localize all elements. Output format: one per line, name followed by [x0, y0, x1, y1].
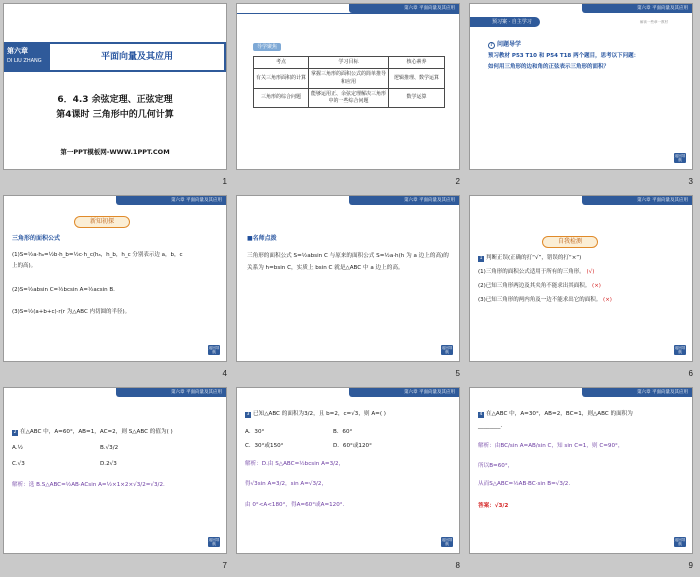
header-bar: 第六章 平面向量及其应用	[116, 196, 226, 205]
return-nav-button[interactable]: 返回导航	[208, 537, 220, 546]
question-body: 已知△ABC 的面积为3/2，且 b=2，c=√3，则 A=( )	[253, 411, 386, 417]
check-text: (2)已知三角形两边及其夹角不能求出其面积。	[478, 283, 591, 289]
section-sub: 解读一些章一教材	[640, 20, 668, 24]
solution-line: 解析：由BC/sin A=AB/sin C，知 sin C=1，则 C=90°，	[478, 443, 624, 449]
header-line	[237, 13, 459, 14]
solution-text: 解析：选 B.S△ABC=½AB·ACsin A=½×1×2×√3/2=√3/2.	[12, 482, 165, 488]
objectives-table	[253, 56, 445, 108]
check-text: (1)三角形的面积公式适用于所有的三角形。	[478, 269, 585, 275]
table-header: 学习目标	[309, 57, 389, 69]
slide-6	[469, 195, 693, 362]
chapter-en-label: DI LIU ZHANG	[7, 58, 42, 65]
answer-blank: ________.	[478, 423, 503, 429]
header-bar: 第六章 平面向量及其应用	[582, 4, 692, 13]
chapter-banner: 平面向量及其应用	[50, 42, 226, 72]
formula-line: 上的高)。	[12, 263, 37, 269]
section-badge: 自我检测	[542, 236, 598, 248]
solution-line: 由 0°<A<180°，得A=60°或A=120°.	[245, 502, 345, 508]
slide-number: 6	[688, 369, 693, 378]
header-bar: 第六章 平面向量及其应用	[116, 388, 226, 397]
question-prompt	[478, 254, 682, 263]
check-mark: (×)	[592, 283, 601, 289]
table-cell: 三角形的综合问题	[254, 88, 309, 108]
table-header: 核心素养	[389, 57, 445, 69]
solution-line: 所以B=60°，	[478, 463, 514, 469]
slide-7	[3, 387, 227, 554]
question-text: 如何用三角形的边和角的正弦表示三角形的面积？	[488, 64, 610, 70]
question-icon: ?	[488, 42, 495, 49]
option-c: C.√3	[12, 461, 25, 467]
slide-number: 5	[455, 369, 460, 378]
return-nav-button[interactable]: 返回导航	[674, 153, 686, 162]
header-bar: 第六章 平面向量及其应用	[349, 196, 459, 205]
slide-8	[236, 387, 460, 554]
slide-9	[469, 387, 693, 554]
section-badge: 新知初探	[74, 216, 130, 228]
check-text: (3)已知三角形的两内角及一边不能求出它的面积。	[478, 297, 602, 303]
table-header-row	[254, 57, 445, 69]
title-text: 问题导学	[497, 41, 522, 48]
section-title: 三角形的面积公式	[12, 235, 61, 242]
slide-thumbnail-9[interactable]	[466, 384, 699, 576]
slide-thumbnail-8[interactable]	[233, 384, 466, 576]
return-nav-button[interactable]: 返回导航	[208, 345, 220, 354]
slide-thumbnail-1[interactable]	[0, 0, 233, 192]
table-cell: 逻辑推理、数学运算	[389, 69, 445, 89]
section-tag: 预习案 · 自主学习	[470, 17, 540, 27]
option-c: C．30°或150°	[245, 443, 284, 449]
lesson-subheading: 第4课时 三角形中的几何计算	[56, 110, 174, 120]
tip-body: 三角形的面积公式 S=½absin C 与原来的面积公式 S=½a·h(h 为 a 边上的高)的关系为 h=bsin C，实质上 bsin C 就是△ABC 中 a 边上的高。	[247, 253, 449, 271]
option-b: B.√3/2	[100, 445, 119, 451]
table-cell: 能够运用正、余弦定理解决三角形中的一些综合问题	[309, 88, 389, 108]
slide-2	[236, 3, 460, 170]
question-body: 在△ABC 中，A=60°，AB=1，AC=2，则 S△ABC 的值为( )	[20, 429, 173, 435]
slide-number: 4	[222, 369, 227, 378]
question-icon: 2	[13, 430, 17, 435]
question-icon: 3	[246, 412, 250, 417]
check-item	[478, 282, 682, 291]
table-row	[254, 69, 445, 89]
return-nav-button[interactable]: 返回导航	[674, 345, 686, 354]
slide-thumbnail-2[interactable]	[233, 0, 466, 192]
slide-number: 9	[688, 561, 693, 570]
lesson-heading: 6．4.3 余弦定理、正弦定理	[57, 95, 173, 105]
slide-5	[236, 195, 460, 362]
table-header: 考点	[254, 57, 309, 69]
check-item	[478, 296, 682, 305]
slide-number: 8	[455, 561, 460, 570]
formula-line: (1)S=½a·hₐ=½b·h_b=½c·h_c(hₐ，h_b，h_c 分别表示边 a，b，c	[12, 252, 183, 258]
slide-number: 1	[222, 177, 227, 186]
answer-line: 答案：√3/2	[478, 503, 509, 509]
section-tag	[253, 42, 281, 52]
check-item	[478, 268, 682, 277]
slide-number: 7	[222, 561, 227, 570]
header-bar: 第六章 平面向量及其应用	[349, 388, 459, 397]
site-watermark: 第一PPT模板网-WWW.1PPT.COM	[60, 148, 170, 156]
table-cell: 掌握三角形的面积公式的简单推导和应用	[309, 69, 389, 89]
chapter-label: 第六章	[7, 47, 28, 55]
table-row	[254, 88, 445, 108]
option-d: D.2√3	[100, 461, 117, 467]
chapter-box	[4, 42, 50, 72]
slide-thumbnail-6[interactable]	[466, 192, 699, 384]
return-nav-button[interactable]: 返回导航	[441, 537, 453, 546]
question-text: 判断正误(正确的打“√”，错误的打“×”)	[486, 255, 582, 261]
option-d: D．60°或120°	[333, 443, 372, 449]
header-bar: 第六章 平面向量及其应用	[582, 196, 692, 205]
section-title: ■名师点拨	[247, 235, 277, 242]
solution-line: 从而S△ABC=½AB·BC·sin B=√3/2.	[478, 481, 571, 487]
question-text	[478, 410, 682, 420]
preview-text: 预习教材 P53 T10 和 P54 T18 两个题目，思考以下问题：	[488, 53, 640, 59]
slide-1	[3, 3, 227, 170]
return-nav-button[interactable]: 返回导航	[441, 345, 453, 354]
table-cell: 数学运算	[389, 88, 445, 108]
slide-number: 3	[688, 177, 693, 186]
question-body: 在△ABC 中，A=30°，AB=2，BC=1，则△ABC 的面积为	[486, 411, 633, 417]
section-title	[488, 40, 682, 50]
formula-line: (3)S=½(a+b+c)·r(r 为△ABC 内切圆的半径)。	[12, 309, 131, 315]
return-nav-button[interactable]: 返回导航	[674, 537, 686, 546]
option-a: A.½	[12, 445, 23, 451]
slide-thumbnail-7[interactable]	[0, 384, 233, 576]
option-a: A．30°	[245, 429, 265, 435]
solution-line: 得√3sin A=3/2，sin A=√3/2，	[245, 481, 328, 487]
header-bar: 第六章 平面向量及其应用	[582, 388, 692, 397]
tag-label: 导学聚焦	[253, 43, 281, 51]
slide-thumbnail-4[interactable]	[0, 192, 233, 384]
slide-number: 2	[455, 177, 460, 186]
check-mark: (×)	[603, 297, 612, 303]
slide-thumbnail-3[interactable]	[466, 0, 699, 192]
slide-thumbnail-5[interactable]	[233, 192, 466, 384]
question-icon: 4	[479, 412, 483, 417]
question-text	[245, 410, 449, 420]
formula-line: (2)S=½absin C=½bcsin A=½acsin B.	[12, 287, 115, 293]
solution-line: 解析：D.由 S△ABC=½bcsin A=3/2，	[245, 461, 345, 467]
header-bar: 第六章 平面向量及其应用	[349, 4, 459, 13]
table-cell: 有关三角形面积的计算	[254, 69, 309, 89]
question-text	[12, 428, 216, 438]
check-mark: (√)	[586, 269, 595, 275]
question-icon: 1	[479, 256, 483, 261]
slide-3	[469, 3, 693, 170]
option-b: B．60°	[333, 429, 353, 435]
slide-4	[3, 195, 227, 362]
